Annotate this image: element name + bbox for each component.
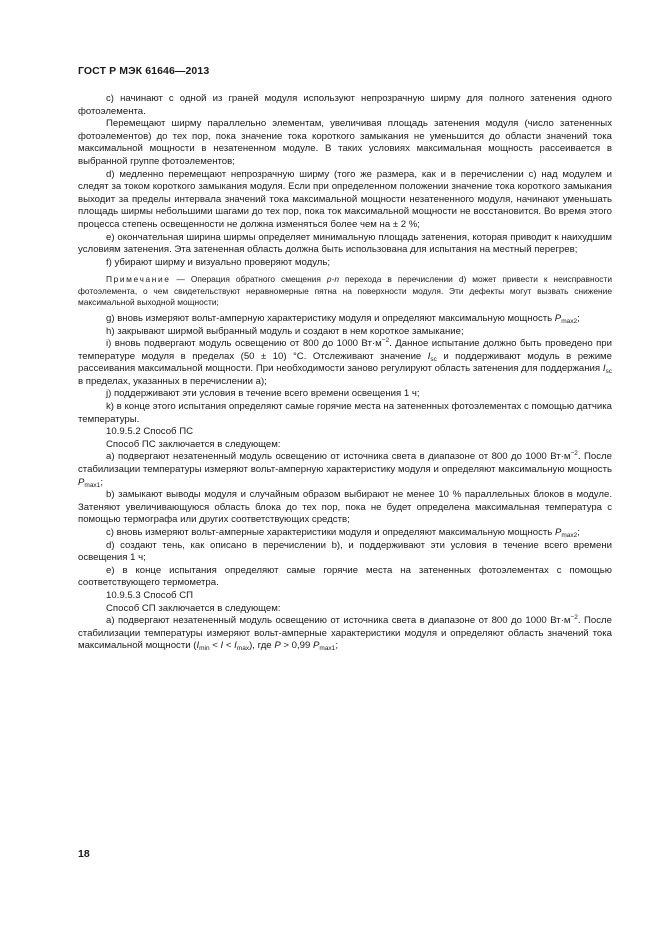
ps-paragraph-a: а) подвергают незатененный модуль освещению от источника света в диапазоне от 800 до 1000 $Вт\cdot м^{-2}$. После стабилизации температуры измеряют вольт-амперную характеристику модуля и определяют максимальную мощность $P_{max1}$; bbox=[78, 450, 612, 489]
paragraph-shade-move: Перемещают ширму параллельно элементам, увеличивая площадь затенения модуля (число затененных фотоэлементов) до тех пор, пока значение тока короткого замыкания не уменьшится до области значений тока максимальной мощности в незатененном модуле. В таких условиях максимальная мощность рассеивается в выбранной группе фотоэлементов; bbox=[78, 118, 612, 167]
section-10-9-5-2-intro: Способ ПС заключается в следующем: bbox=[106, 438, 281, 450]
ps-paragraph-d: d) создают тень, как описано в перечислении b), и поддерживают эти условия в течение всего времени освещения 1 ч; bbox=[78, 539, 612, 564]
sp-paragraph-a: а) подвергают незатененный модуль освещению от источника света в диапазоне от 800 до 1000 $Вт\cdot м^{-2}$. После стабилизации температуры измеряют вольт-амперные характеристики модуля и определяют область значений тока максимальной мощности $(I_{min} < I < I_{max})$, где P > 0,99 $P_{max1}$; bbox=[78, 614, 612, 653]
paragraph-f: f) убирают ширму и визуально проверяют модуль; bbox=[106, 256, 331, 268]
paragraph-g: g) вновь измеряют вольт-амперную характеристику модуля и определяют максимальную мощность $P_{max2}$; bbox=[106, 312, 580, 325]
document-body bbox=[78, 93, 612, 653]
paragraph-h: h) закрывают ширмой выбранный модуль и создают в нем короткое замыкание; bbox=[106, 325, 464, 337]
section-10-9-5-2: 10.9.5.2 Способ ПС bbox=[106, 426, 194, 438]
ps-paragraph-b: b) замыкают выводы модуля и случайным образом выбирают не менее 10 % параллельных блоков в модуле. Затеняют увеличивающуюся область блока до тех пор, пока не будет определена максимальная температура с помощью термографа или других соответствующих средств; bbox=[78, 489, 612, 526]
paragraph-d: d) медленно перемещают непрозрачную ширму (того же размера, как и в перечислении с) над модулем и следят за током короткого замыкания модуля. Если при определенном положении значение тока короткого замыкания выходит за пределы интервала значений тока максимальной мощности незатененного модуля, начинают уменьшать площадь ширмы небольшими шагами до тех пор, пока ток максимальной мощности не восстановится. Во время этого процесса степень освещенности не должна изменяться более чем на ± 2 %; bbox=[78, 168, 612, 230]
ps-paragraph-e: e) в конце испытания определяют самые горячие места на затененных фотоэлементах с помощью соответствующего термометра. bbox=[78, 564, 612, 589]
paragraph-j: j) поддерживают эти условия в течение всего времени освещения 1 ч; bbox=[106, 388, 420, 400]
paragraph-e: e) окончательная ширина ширмы определяет минимальную площадь затенения, которая приводит к наихудшим условиям затенения. Эта затененная область должна быть использована для испытания на местный перегрев; bbox=[78, 231, 612, 256]
paragraph-i: i) вновь подвергают модуль освещению от 800 до 1000 $Вт\cdot м^{-2}$. Данное испытание должно быть проведено при температуре модуля в пределах (50 ± 10) °С. Отслеживают значение $I_{sc}$ и поддерживают модуль в режиме рассеивания максимальной мощности. При необходимости заново регулируют область затенения для поддержания $I_{sc}$ в пределах, указанных в перечислении а); bbox=[78, 337, 612, 387]
section-10-9-5-3: 10.9.5.3 Способ СП bbox=[106, 589, 194, 601]
section-10-9-5-3-intro: Способ СП заключается в следующем: bbox=[106, 602, 281, 614]
paragraph-c: c) начинают с одной из граней модуля используют непрозрачную ширму для полного затенения одного фотоэлемента. bbox=[78, 93, 612, 117]
paragraph-k: k) в конце этого испытания определяют самые горячие места на затененных фотоэлементах с помощью датчика температуры. bbox=[78, 401, 612, 425]
page-number: 18 bbox=[78, 848, 90, 860]
note-paragraph: Примечание — Операция обратного смещения p-n перехода в перечислении d) может привести к неисправности фотоэлемента, о чем свидетельствуют неравномерные пятна на поверхности модуля. Эти дефекты могут вызвать снижение максимальной выходной мощности; bbox=[78, 274, 612, 307]
note-label: Примечание bbox=[106, 274, 171, 285]
ps-paragraph-c: c) вновь измеряют вольт-амперные характеристики модуля и определяют максимальную мощность $P_{max2}$; bbox=[106, 527, 580, 540]
document-header: ГОСТ Р МЭК 61646—2013 bbox=[78, 65, 210, 77]
